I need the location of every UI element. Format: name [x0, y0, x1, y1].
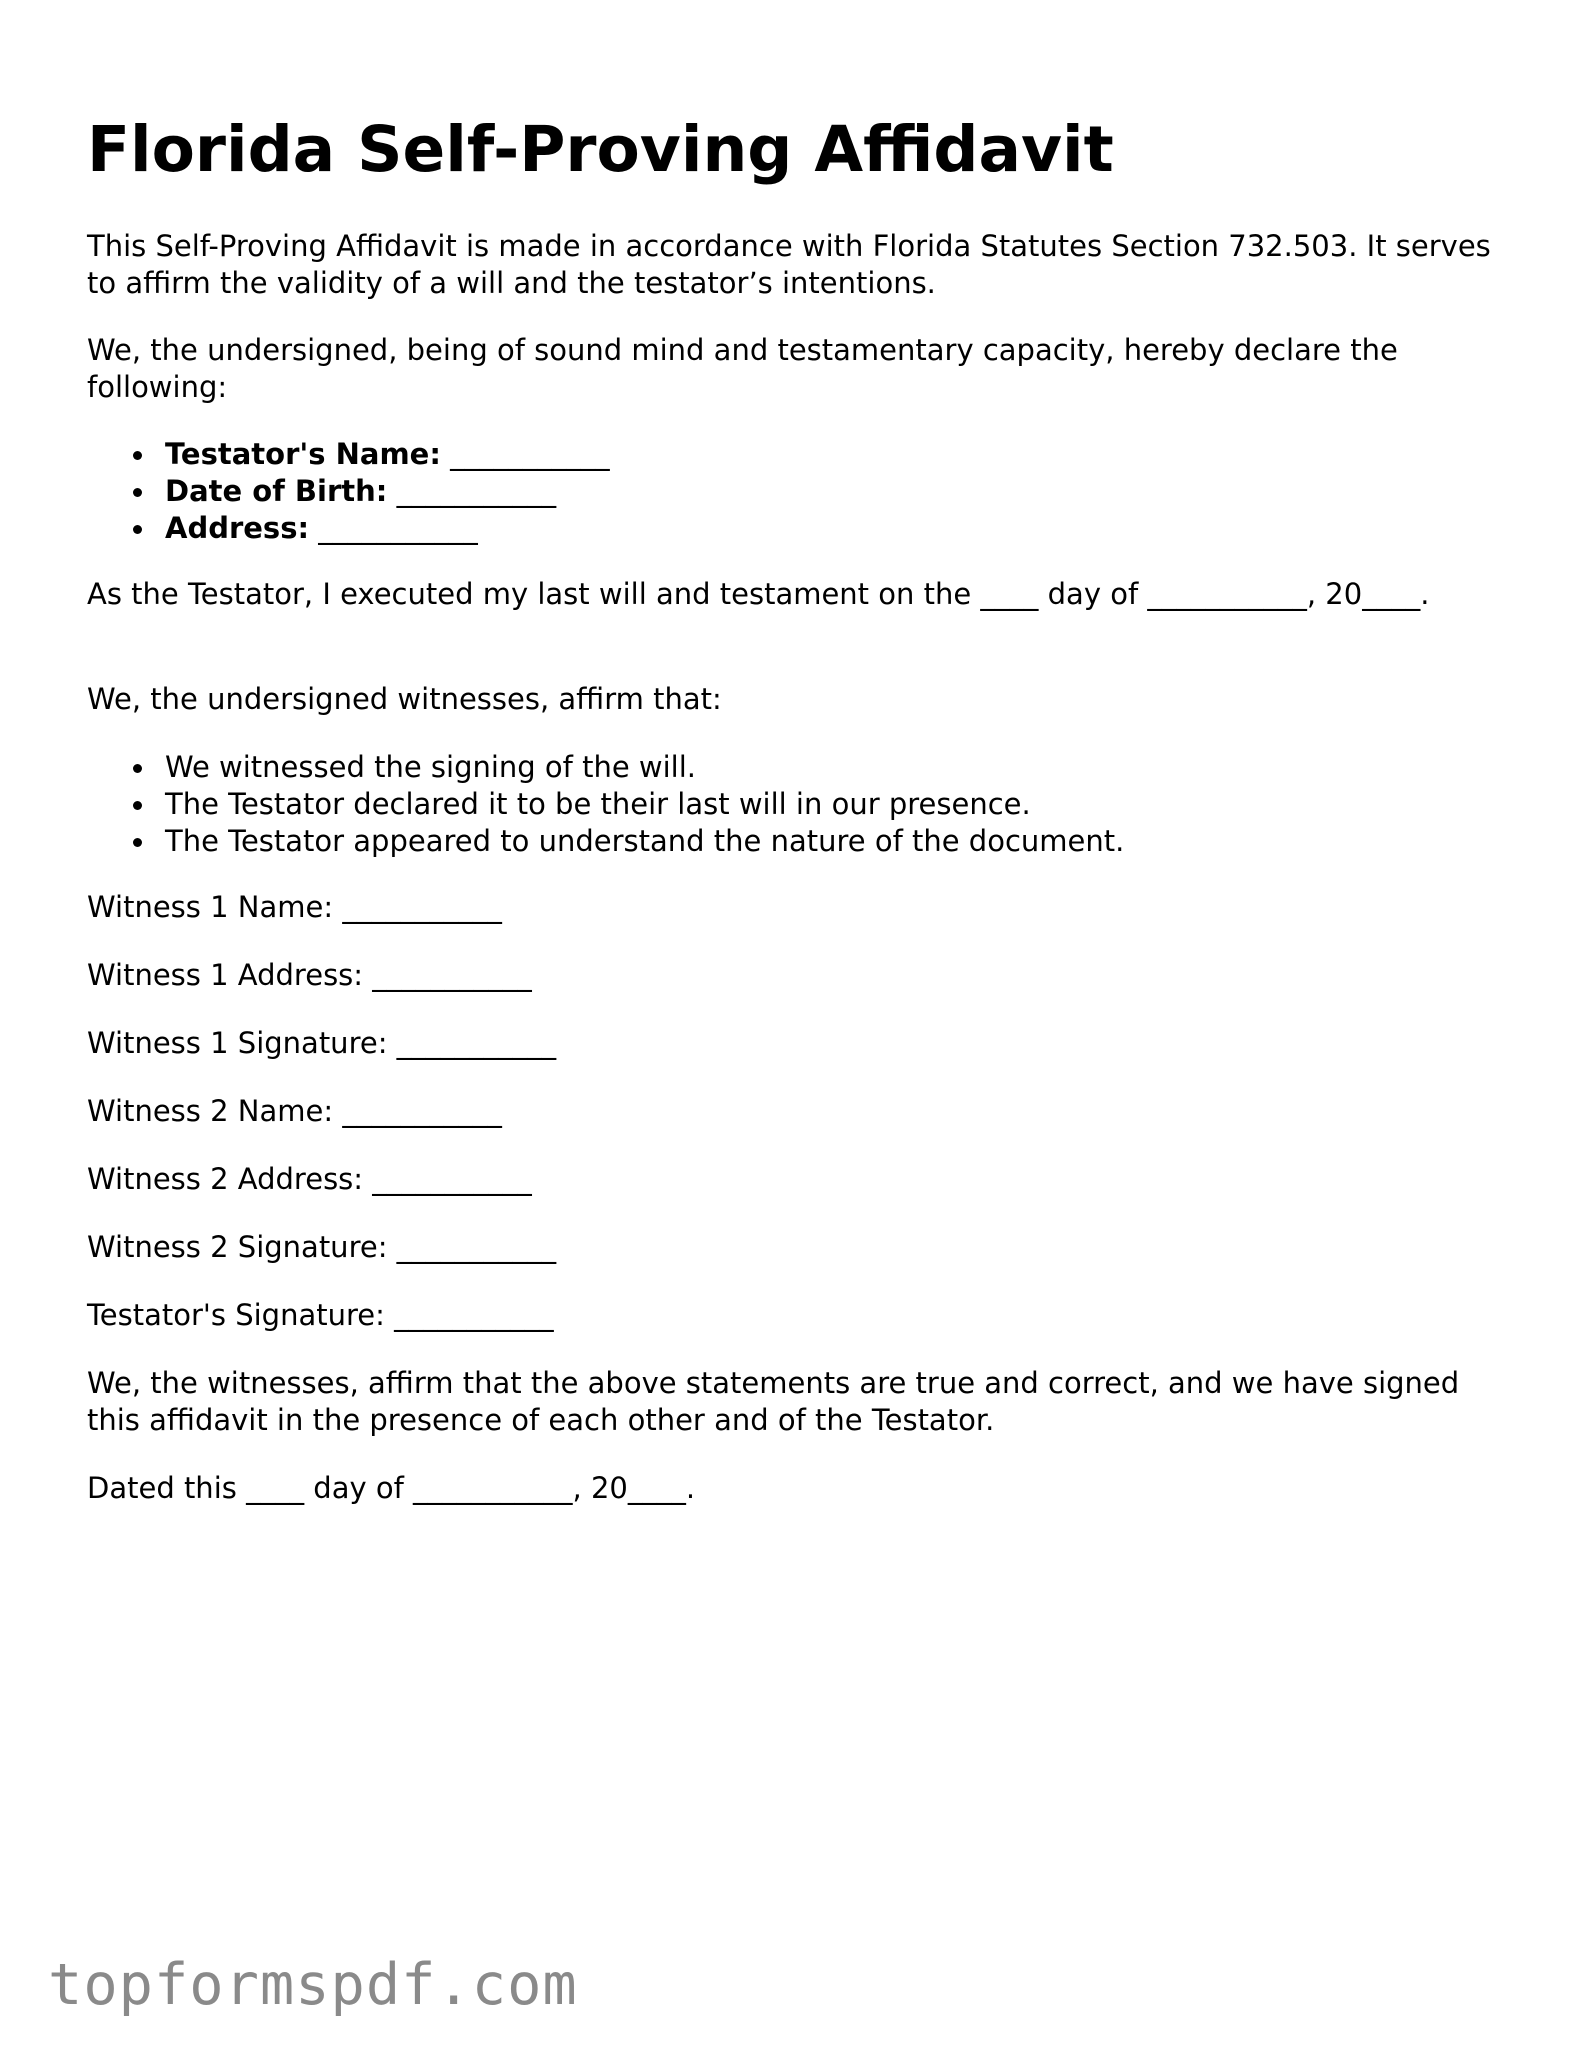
list-item: The Testator appeared to understand the nature of the document.	[87, 823, 1507, 860]
list-item: We witnessed the signing of the will.	[87, 749, 1507, 786]
date-of-birth-blank: ___________	[396, 474, 557, 508]
date-of-birth-label: Date of Birth:	[165, 474, 388, 508]
witness-affirmations-list	[87, 749, 1507, 860]
intro-paragraph: This Self-Proving Affidavit is made in accordance with Florida Statutes Section 732.503. It serves to affirm the validity of a will and the testator’s intentions.	[87, 229, 1491, 300]
list-item	[87, 473, 1507, 510]
witness-1-address-line: Witness 1 Address: ___________	[87, 958, 532, 992]
declaration-paragraph: We, the undersigned, being of sound mind and testamentary capacity, hereby declare the following:	[87, 333, 1398, 404]
address-label: Address:	[165, 511, 310, 545]
testator-name-label: Testator's Name:	[165, 437, 441, 471]
testator-name-blank: ___________	[450, 437, 610, 471]
address-blank: ___________	[318, 511, 478, 545]
witness-intro: We, the undersigned witnesses, affirm that:	[87, 682, 722, 716]
list-item	[87, 510, 1507, 547]
testator-signature-line: Testator's Signature: ___________	[87, 1298, 554, 1332]
witness-2-name-line: Witness 2 Name: ___________	[87, 1094, 502, 1128]
page-title: Florida Self-Proving Affidavit	[87, 113, 1114, 186]
testator-fields-list	[87, 436, 1507, 547]
execution-statement: As the Testator, I executed my last will and testament on the ____ day of ___________, 20____.	[87, 577, 1430, 611]
witness-1-name-line: Witness 1 Name: ___________	[87, 890, 502, 924]
witness-2-signature-line: Witness 2 Signature: ___________	[87, 1230, 557, 1264]
watermark: topformspdf.com	[48, 1952, 578, 2018]
witness-1-signature-line: Witness 1 Signature: ___________	[87, 1026, 557, 1060]
closing-statement: We, the witnesses, affirm that the above statements are true and correct, and we have signed this affidavit in the presence of each other and of the Testator.	[87, 1366, 1460, 1437]
dated-line: Dated this ____ day of ___________, 20____.	[87, 1471, 696, 1505]
list-item: The Testator declared it to be their last will in our presence.	[87, 786, 1507, 823]
witness-2-address-line: Witness 2 Address: ___________	[87, 1162, 532, 1196]
list-item	[87, 436, 1507, 473]
